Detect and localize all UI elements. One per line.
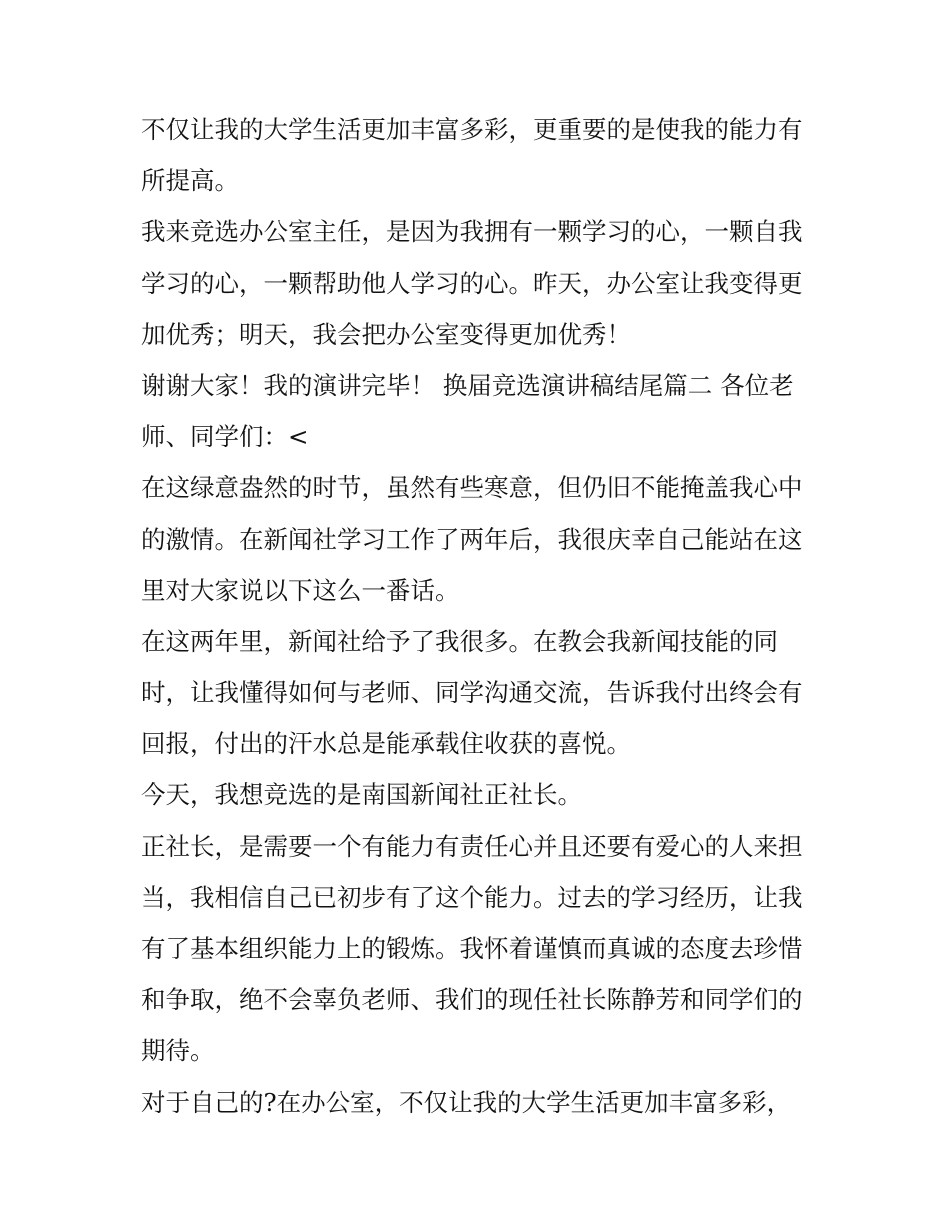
text-line: 当，我相信自己已初步有了这个能力。过去的学习经历，让我	[141, 882, 803, 912]
text-line: 学习的心，一颗帮助他人学习的心。昨天，办公室让我变得更	[141, 268, 803, 298]
paragraph-5	[141, 616, 821, 770]
text-line: 和争取，绝不会辜负老师、我们的现任社长陈静芳和同学们的	[141, 985, 803, 1015]
paragraph-4	[141, 462, 821, 616]
text-line: 期待。	[141, 1036, 215, 1066]
paragraph-6	[141, 769, 821, 820]
text-line: 所提高。	[141, 166, 239, 196]
text-line: 有了基本组织能力上的锻炼。我怀着谨慎而真诚的态度去珍惜	[141, 934, 803, 963]
text-line: 的激情。在新闻社学习工作了两年后，我很庆幸自己能站在这	[141, 524, 803, 554]
text-line: 今天，我想竞选的是南国新闻社正社长。	[141, 780, 582, 810]
text-line: 不仅让我的大学生活更加丰富多彩，更重要的是使我的能力有	[141, 115, 803, 144]
text-line: 师、同学们：<	[141, 422, 309, 452]
paragraph-7	[141, 821, 821, 1077]
paragraph-1	[141, 104, 821, 206]
paragraph-2	[141, 206, 821, 360]
text-line: 我来竞选办公室主任，是因为我拥有一颗学习的心，一颗自我	[141, 217, 803, 247]
text-line: 里对大家说以下这么一番话。	[141, 575, 460, 605]
text-line: 在这两年里，新闻社给予了我很多。在教会我新闻技能的同	[141, 626, 778, 656]
paragraph-8	[141, 1077, 821, 1128]
text-line: 在这绿意盎然的时节，虽然有些寒意，但仍旧不能掩盖我心中	[141, 473, 803, 503]
text-line: 正社长，是需要一个有能力有责任心并且还要有爱心的人来担	[141, 831, 803, 861]
text-line: 时，让我懂得如何与老师、同学沟通交流，告诉我付出终会有	[141, 678, 803, 708]
paragraph-3	[141, 360, 821, 462]
text-line: 回报，付出的汗水总是能承载住收获的喜悦。	[141, 729, 631, 759]
document-body	[141, 104, 821, 1128]
text-line: 对于自己的?在办公室，不仅让我的大学生活更加丰富多彩，	[141, 1087, 792, 1117]
text-line: 加优秀；明天，我会把办公室变得更加优秀！	[141, 319, 631, 349]
text-line: 谢谢大家！我的演讲完毕！ 换届竞选演讲稿结尾篇二 各位老	[141, 370, 794, 400]
